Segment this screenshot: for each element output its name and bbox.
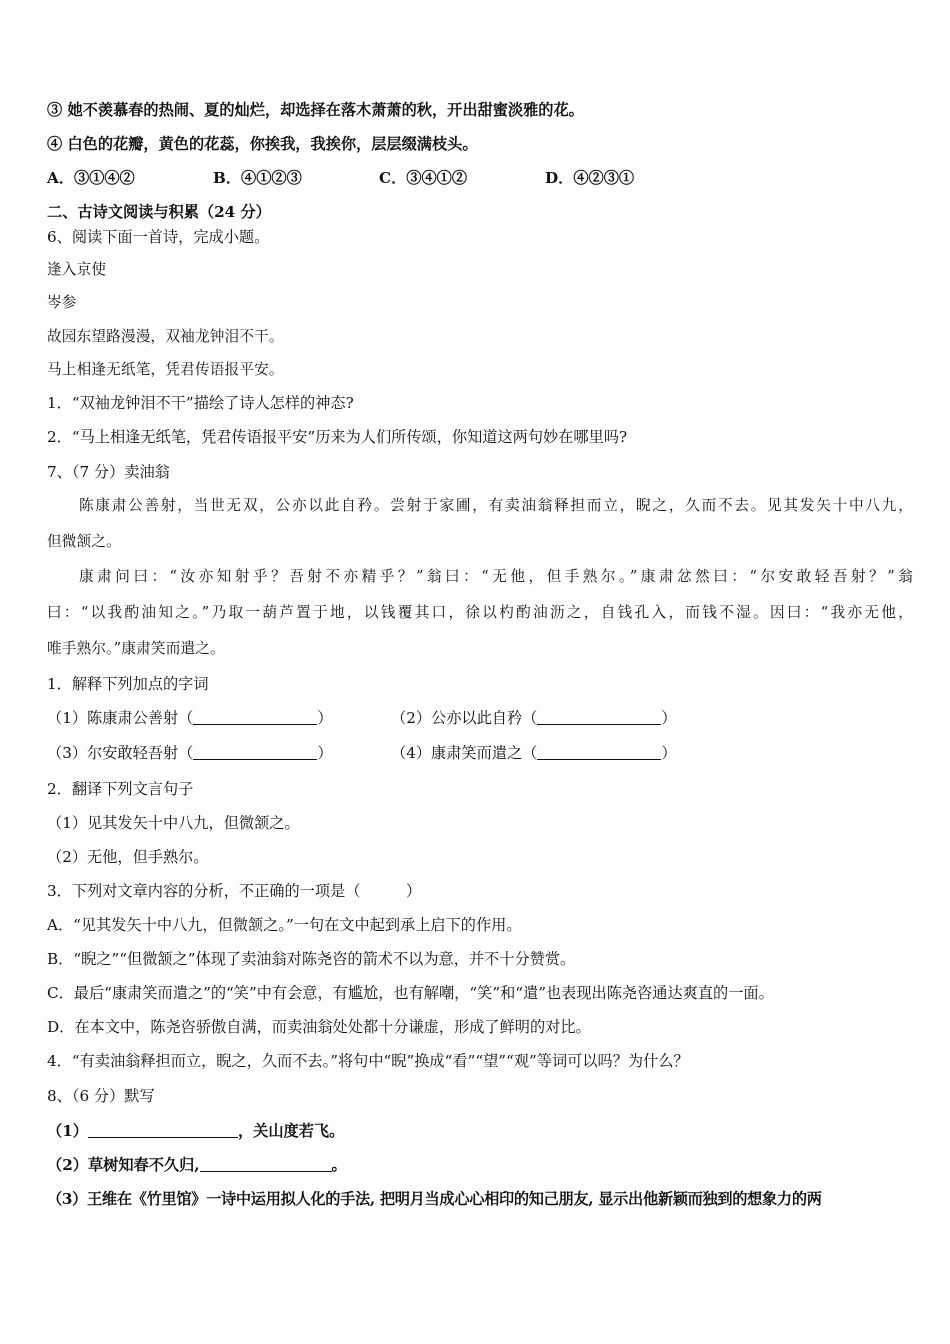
q8-item-3: （3）王维在《竹里馆》一诗中运用拟人化的手法, 把明月当成心心相印的知己朋友, 显示出他新颖而独到的想象力的两 (47, 1190, 822, 1208)
q5-option-c: C．③④①② (379, 169, 468, 187)
q7-sub-1-heading: 1．解释下列加点的字词 (47, 675, 209, 693)
word-suffix: ） (661, 709, 677, 727)
q7-sub-4: 4．“有卖油翁释担而立，睨之，久而不去。”将句中“睨”换成“看”“望”“观”等词可以吗？为什么？ (47, 1052, 689, 1070)
word-row (47, 708, 677, 728)
passage-line: 康肃问曰：“汝亦知射乎？吾射不亦精乎？”翁曰：“无他，但手熟尔。”康肃忿然曰：“尔安敢轻吾射？”翁 (79, 568, 913, 585)
word-suffix: ） (317, 744, 333, 762)
q8-item-1-suffix: ，关山度若飞。 (237, 1122, 345, 1140)
word-suffix: ） (317, 709, 333, 727)
word-prefix: （4）康肃笑而遣之（ (391, 744, 538, 762)
passage-line: 但微颔之。 (47, 533, 121, 550)
q8-item-1 (47, 1121, 344, 1141)
passage-line: 唯手熟尔。”康肃笑而遣之。 (47, 640, 225, 657)
answer-blank[interactable] (537, 744, 661, 760)
choice-b: B．“睨之”“但微颔之”体现了卖油翁对陈尧咨的箭术不以为意，并不十分赞赏。 (47, 950, 576, 968)
q5-item-4: ④ 白色的花瓣，黄色的花蕊，你挨我，我挨你，层层缀满枝头。 (47, 135, 478, 153)
section-heading: 二、古诗文阅读与积累（24 分） (47, 203, 271, 221)
q7-sub-3-heading: 3．下列对文章内容的分析，不正确的一项是（ ） (47, 882, 422, 900)
word-row (47, 743, 677, 763)
q8-item-2-suffix: 。 (331, 1156, 347, 1174)
poem-line-2: 马上相逢无纸笔，凭君传语报平安。 (47, 361, 284, 378)
q8-item-2-prefix: （2）草树知春不久归, (47, 1156, 200, 1174)
q8-item-2 (47, 1155, 347, 1175)
word-suffix: ） (661, 744, 677, 762)
q7-sub-2-heading: 2．翻译下列文言句子 (47, 780, 194, 798)
q6-intro: 6、阅读下面一首诗，完成小题。 (47, 228, 270, 246)
answer-blank[interactable] (200, 1156, 332, 1172)
choice-c: C．最后“康肃笑而遣之”的“笑”中有会意，有尴尬，也有解嘲，“笑”和“遣”也表现出陈尧咨通达爽直的一面。 (47, 984, 774, 1002)
answer-blank[interactable] (537, 709, 661, 725)
q5-option-a: A．③①④② (47, 169, 135, 187)
word-prefix: （1）陈康肃公善射（ (47, 709, 194, 727)
poem-author: 岑参 (47, 294, 77, 311)
choice-a: A．“见其发矢十中八九，但微颔之。”一句在文中起到承上启下的作用。 (47, 916, 522, 934)
choice-d: D．在本文中，陈尧咨骄傲自满，而卖油翁处处都十分谦虚，形成了鲜明的对比。 (47, 1018, 591, 1036)
q7-title: 7、（7 分）卖油翁 (47, 463, 170, 481)
answer-blank[interactable] (193, 744, 317, 760)
q8-title-text: 8、（6 分）默写 (47, 1087, 155, 1105)
word-prefix: （3）尔安敢轻吾射（ (47, 744, 194, 762)
answer-blank[interactable] (193, 709, 317, 725)
poem-line-1: 故园东望路漫漫，双袖龙钟泪不干。 (47, 328, 284, 345)
word-prefix: （2）公亦以此自矜（ (391, 709, 538, 727)
q6-sub-2: 2．“马上相逢无纸笔，凭君传语报平安”历来为人们所传颂，你知道这两句妙在哪里吗? (47, 428, 628, 446)
q6-sub-1: 1．“双袖龙钟泪不干”描绘了诗人怎样的神态? (47, 394, 354, 412)
translate-item: （1）见其发矢十中八九，但微颔之。 (47, 814, 300, 832)
q8-item-1-prefix: （1） (47, 1122, 88, 1140)
passage-line: 陈康肃公善射，当世无双，公亦以此自矜。尝射于家圃，有卖油翁释担而立，睨之，久而不去。见其发矢十中八九， (79, 497, 913, 514)
q5-item-3: ③ 她不羡慕春的热闹、夏的灿烂，却选择在落木萧萧的秋，开出甜蜜淡雅的花。 (47, 101, 584, 119)
q8-title (47, 1086, 155, 1106)
passage-line: 曰：“以我酌油知之。”乃取一葫芦置于地，以钱覆其口，徐以杓酌油沥之，自钱孔入，而钱不湿。因曰：“我亦无他， (47, 604, 913, 621)
q5-options (47, 168, 634, 188)
answer-blank[interactable] (88, 1122, 238, 1138)
poem-title: 逢入京使 (47, 261, 107, 278)
q5-option-b: B．④①②③ (213, 169, 302, 187)
q5-option-d: D．④②③① (545, 169, 635, 187)
translate-item: （2）无他，但手熟尔。 (47, 848, 209, 866)
